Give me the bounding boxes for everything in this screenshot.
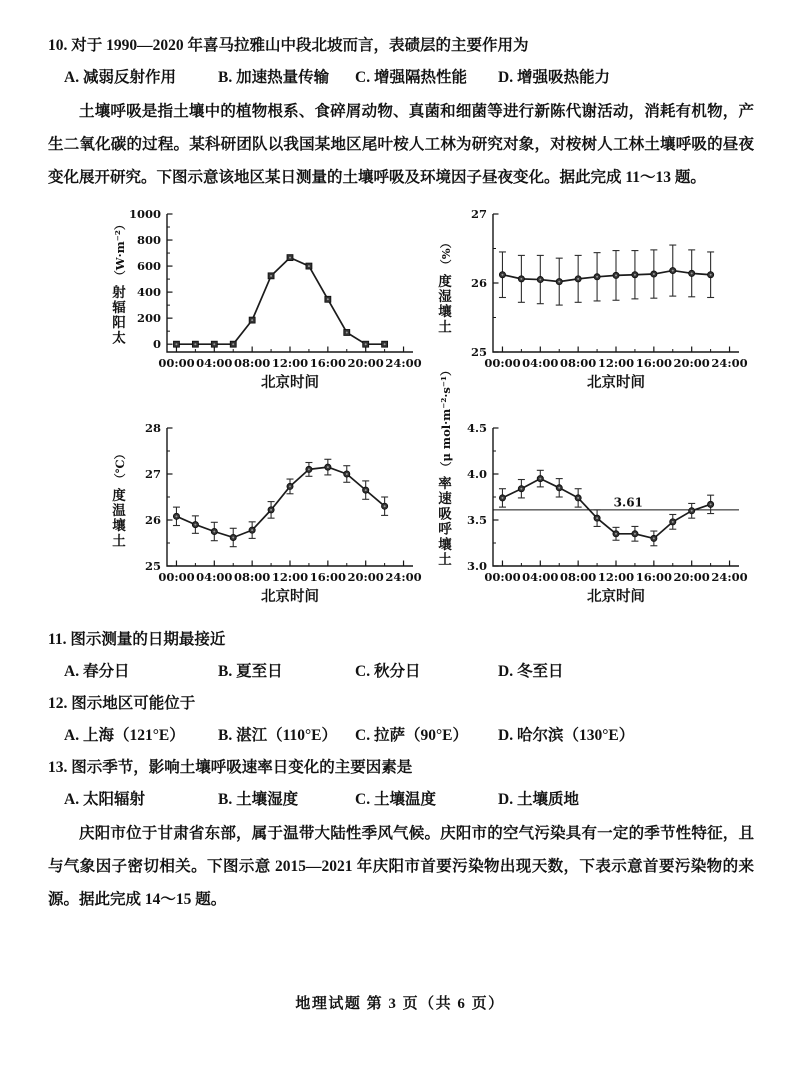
svg-text:土: 土 <box>438 552 452 568</box>
svg-text:射: 射 <box>112 284 126 301</box>
svg-text:吸: 吸 <box>438 506 452 523</box>
svg-text:16:00: 16:00 <box>635 356 672 370</box>
svg-text:04:00: 04:00 <box>196 570 233 584</box>
q11-option-d: D. 冬至日 <box>498 663 564 680</box>
svg-text:00:00: 00:00 <box>484 356 521 370</box>
q11-option-a: A. 春分日 <box>64 663 130 680</box>
svg-text:温: 温 <box>112 503 126 519</box>
question-10-stem: 10. 对于 1990—2020 年喜马拉雅山中段北坡而言，表碛层的主要作用为 <box>48 37 529 54</box>
svg-text:600: 600 <box>136 259 161 274</box>
question-12-options <box>48 720 754 752</box>
svg-text:04:00: 04:00 <box>196 356 233 370</box>
question-11-options <box>48 656 754 688</box>
svg-text:阳: 阳 <box>112 315 126 332</box>
svg-text:12:00: 12:00 <box>597 570 635 584</box>
svg-text:16:00: 16:00 <box>309 570 346 584</box>
svg-text:3.0: 3.0 <box>466 559 487 573</box>
q13-option-c: C. 土壤温度 <box>355 791 436 808</box>
question-13-stem: 13. 图示季节，影响土壤呼吸速率日变化的主要因素是 <box>48 759 413 776</box>
svg-text:度: 度 <box>112 487 126 504</box>
svg-text:土: 土 <box>112 533 126 550</box>
svg-text:北京时间: 北京时间 <box>587 588 645 605</box>
svg-text:800: 800 <box>136 233 161 248</box>
svg-text:16:00: 16:00 <box>635 570 672 584</box>
q10-option-a: A. 减弱反射作用 <box>64 69 176 86</box>
svg-text:12:00: 12:00 <box>597 356 635 370</box>
svg-text:24:00: 24:00 <box>711 356 748 370</box>
svg-text:400: 400 <box>136 285 161 300</box>
q11-option-c: C. 秋分日 <box>355 663 421 680</box>
page-footer: 地理试题 第 3 页（共 6 页） <box>295 996 505 1012</box>
svg-text:呼: 呼 <box>438 521 452 538</box>
svg-text:26: 26 <box>470 276 487 290</box>
passage-qingyang-pollution: 庆阳市位于甘肃省东部，属于温带大陆性季风气候。庆阳市的空气污染具有一定的季节性特征，且与气象因子密切相关。下图示意 2015—2021 年庆阳市首要污染物出现天数，下表示意首要污染物的来源。据此完成 14～15 题。 <box>48 825 754 908</box>
svg-text:湿: 湿 <box>438 289 452 305</box>
q13-option-b: B. 土壤湿度 <box>218 791 299 808</box>
svg-text:20:00: 20:00 <box>673 356 710 370</box>
chart-soil-humidity <box>429 202 751 402</box>
svg-text:（%）: （%） <box>439 236 453 271</box>
svg-text:24:00: 24:00 <box>385 356 422 370</box>
question-11-stem: 11. 图示测量的日期最接近 <box>48 631 226 648</box>
svg-text:00:00: 00:00 <box>158 570 195 584</box>
q12-option-b: B. 湛江（110°E） <box>218 727 338 744</box>
svg-text:08:00: 08:00 <box>234 356 271 370</box>
q13-option-d: D. 土壤质地 <box>498 791 579 808</box>
q12-option-d: D. 哈尔滨（130°E） <box>498 727 635 744</box>
svg-text:27: 27 <box>470 207 487 221</box>
svg-text:北京时间: 北京时间 <box>587 374 645 391</box>
svg-text:24:00: 24:00 <box>711 570 748 584</box>
svg-text:土: 土 <box>438 319 452 336</box>
svg-text:速: 速 <box>438 491 452 508</box>
svg-text:3.61: 3.61 <box>613 495 643 510</box>
q10-option-c: C. 增强隔热性能 <box>355 69 467 86</box>
chart-soil-respiration-rate <box>429 364 751 616</box>
svg-text:28: 28 <box>144 421 161 435</box>
q12-option-c: C. 拉萨（90°E） <box>355 727 468 744</box>
svg-text:16:00: 16:00 <box>309 356 346 370</box>
svg-text:3.5: 3.5 <box>466 513 487 527</box>
q11-option-b: B. 夏至日 <box>218 663 283 680</box>
question-10-options <box>48 62 754 94</box>
svg-text:08:00: 08:00 <box>560 356 597 370</box>
q10-option-b: B. 加速热量传输 <box>218 69 330 86</box>
svg-text:壤: 壤 <box>438 536 452 553</box>
svg-text:27: 27 <box>144 467 161 481</box>
q10-option-d: D. 增强吸热能力 <box>498 69 610 86</box>
svg-text:25: 25 <box>470 345 487 359</box>
svg-text:4.0: 4.0 <box>466 467 487 481</box>
question-12-stem: 12. 图示地区可能位于 <box>48 695 196 712</box>
svg-text:北京时间: 北京时间 <box>261 374 319 391</box>
svg-text:度: 度 <box>438 273 452 290</box>
svg-text:1000: 1000 <box>128 207 161 221</box>
q12-option-a: A. 上海（121°E） <box>64 727 185 744</box>
chart-soil-temperature <box>103 416 425 616</box>
svg-text:00:00: 00:00 <box>484 570 521 584</box>
question-13-options <box>48 784 754 816</box>
svg-text:壤: 壤 <box>112 518 126 535</box>
svg-text:25: 25 <box>144 559 161 573</box>
svg-text:太: 太 <box>112 330 126 347</box>
svg-text:率: 率 <box>438 476 452 492</box>
svg-text:26: 26 <box>144 513 161 527</box>
svg-text:辐: 辐 <box>112 300 126 316</box>
svg-text:20:00: 20:00 <box>347 356 384 370</box>
svg-text:200: 200 <box>136 311 161 326</box>
svg-text:4.5: 4.5 <box>466 421 487 435</box>
chart-solar-radiation <box>103 202 425 402</box>
svg-text:（W·m⁻²）: （W·m⁻²） <box>113 218 127 282</box>
svg-text:20:00: 20:00 <box>673 570 710 584</box>
charts-grid <box>103 202 754 616</box>
svg-text:04:00: 04:00 <box>522 356 559 370</box>
svg-text:12:00: 12:00 <box>271 356 309 370</box>
svg-text:04:00: 04:00 <box>522 570 559 584</box>
svg-text:20:00: 20:00 <box>347 570 384 584</box>
svg-text:24:00: 24:00 <box>385 570 422 584</box>
svg-text:12:00: 12:00 <box>271 570 309 584</box>
svg-text:08:00: 08:00 <box>560 570 597 584</box>
q13-option-a: A. 太阳辐射 <box>64 791 145 808</box>
svg-text:（μ mol·m⁻²·s⁻¹）: （μ mol·m⁻²·s⁻¹） <box>439 364 453 473</box>
svg-text:08:00: 08:00 <box>234 570 271 584</box>
svg-text:壤: 壤 <box>438 304 452 321</box>
passage-soil-respiration: 土壤呼吸是指土壤中的植物根系、食碎屑动物、真菌和细菌等进行新陈代谢活动，消耗有机物，产生二氧化碳的过程。某科研团队以我国某地区尾叶桉人工林为研究对象，对桉树人工林土壤呼吸的昼夜变化展开研究。下图示意该地区某日测量的土壤呼吸及环境因子昼夜变化。据此完成 11～13 题。 <box>48 103 754 186</box>
svg-text:（℃）: （℃） <box>113 448 127 485</box>
svg-text:00:00: 00:00 <box>158 356 195 370</box>
svg-text:0: 0 <box>152 337 161 352</box>
svg-text:北京时间: 北京时间 <box>261 588 319 605</box>
